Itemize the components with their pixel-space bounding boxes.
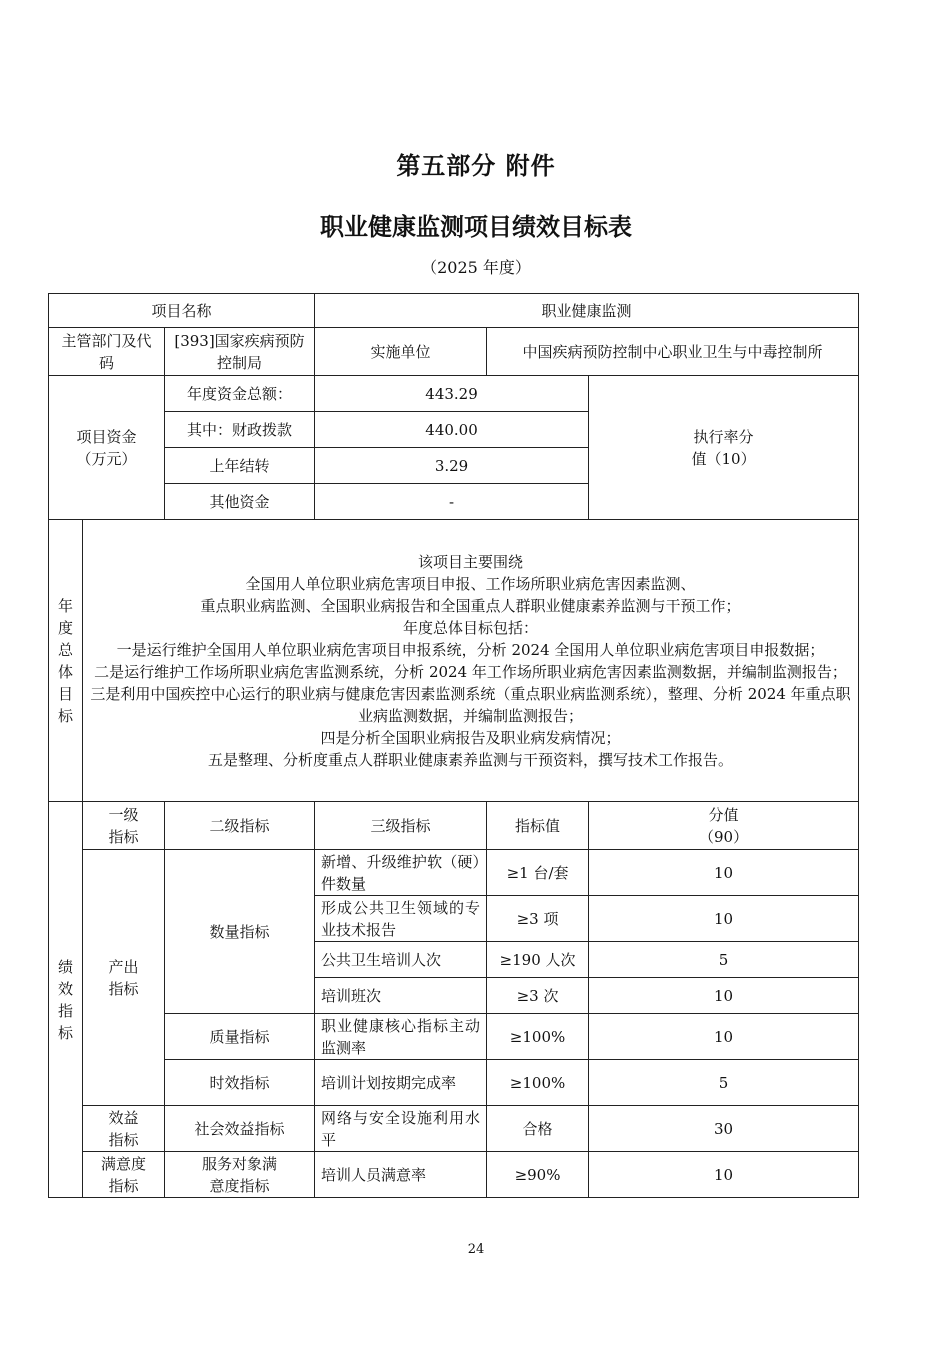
- fund-row-label: 年度资金总额：: [165, 376, 315, 412]
- indicator-score: 10: [589, 1014, 859, 1060]
- year-label: （2025 年度）: [421, 258, 531, 277]
- output-indicator-label: 产出指标: [83, 850, 165, 1106]
- indicator-score: 5: [589, 1060, 859, 1106]
- goal-line: 年度总体目标包括：: [403, 618, 539, 637]
- header-level1: 一级指标: [83, 802, 165, 850]
- indicator-score: 30: [589, 1106, 859, 1152]
- indicator-name: 培训人员满意率: [315, 1152, 487, 1198]
- indicator-name: 新增、升级维护软（硬）件数量: [315, 850, 487, 896]
- goal-line: 五是整理、分析度重点人群职业健康素养监测与干预资料，撰写技术工作报告。: [208, 750, 734, 769]
- unit-label: 实施单位: [315, 328, 487, 376]
- annual-goal-text: [83, 520, 859, 802]
- table-row: [49, 520, 859, 802]
- quantity-indicator-label: 数量指标: [165, 850, 315, 1014]
- header-level3: 三级指标: [315, 802, 487, 850]
- fund-row-label: 其他资金: [165, 484, 315, 520]
- table-row: [49, 376, 859, 412]
- indicator-name: 培训计划按期完成率: [315, 1060, 487, 1106]
- table-row: [49, 1060, 859, 1106]
- indicator-name: 网络与安全设施利用水平: [315, 1106, 487, 1152]
- fund-row-value: 3.29: [315, 448, 589, 484]
- indicator-value: ≥100%: [487, 1060, 589, 1106]
- timeliness-indicator-label: 时效指标: [165, 1060, 315, 1106]
- unit-value: 中国疾病预防控制中心职业卫生与中毒控制所: [487, 328, 859, 376]
- satisfaction-indicator-label: 满意度指标: [83, 1152, 165, 1198]
- indicator-name: 形成公共卫生领域的专业技术报告: [315, 896, 487, 942]
- indicator-score: 10: [589, 978, 859, 1014]
- page-number: 24: [467, 1242, 485, 1257]
- performance-target-table: [48, 293, 859, 1198]
- part-title: 第五部分 附件: [396, 152, 556, 180]
- goal-line: 全国用人单位职业病危害项目申报、工作场所职业病危害因素监测、: [245, 574, 696, 593]
- indicator-value: ≥190 人次: [487, 942, 589, 978]
- indicator-name: 公共卫生培训人次: [315, 942, 487, 978]
- indicator-score: 10: [589, 1152, 859, 1198]
- indicator-name: 培训班次: [315, 978, 487, 1014]
- dept-value: [393]国家疾病预防控制局: [165, 328, 315, 376]
- table-row: [49, 294, 859, 328]
- quality-indicator-label: 质量指标: [165, 1014, 315, 1060]
- indicator-score: 5: [589, 942, 859, 978]
- indicator-value: ≥90%: [487, 1152, 589, 1198]
- benefit-indicator-label: 效益指标: [83, 1106, 165, 1152]
- header-value: 指标值: [487, 802, 589, 850]
- header-score: 分值（90）: [589, 802, 859, 850]
- fund-row-value: 440.00: [315, 412, 589, 448]
- table-row: [49, 1106, 859, 1152]
- header-level2: 二级指标: [165, 802, 315, 850]
- fund-row-value: -: [315, 484, 589, 520]
- performance-indicators-label: 绩效指标: [49, 802, 83, 1198]
- indicator-value: ≥3 次: [487, 978, 589, 1014]
- goal-line: 该项目主要围绕: [418, 552, 524, 571]
- indicator-name: 职业健康核心指标主动监测率: [315, 1014, 487, 1060]
- indicator-value: ≥3 项: [487, 896, 589, 942]
- funds-label: 项目资金（万元）: [49, 376, 165, 520]
- execution-rate-cell: 执行率分值（10）: [589, 376, 859, 520]
- table-row: [49, 1152, 859, 1198]
- goal-line: 重点职业病监测、全国职业病报告和全国重点人群职业健康素养监测与干预工作；: [200, 596, 741, 615]
- dept-label: 主管部门及代码: [49, 328, 165, 376]
- project-name-label: 项目名称: [49, 294, 315, 328]
- goal-line: 一是运行维护全国用人单位职业病危害项目申报系统，分析 2024 全国用人单位职业病危害项目申报数据；: [116, 640, 825, 659]
- fund-row-label: 上年结转: [165, 448, 315, 484]
- table-row: [49, 328, 859, 376]
- document-title: 职业健康监测项目绩效目标表: [320, 213, 632, 241]
- table-row: [49, 1014, 859, 1060]
- indicator-value: ≥100%: [487, 1014, 589, 1060]
- indicator-value: ≥1 台/套: [487, 850, 589, 896]
- annual-goal-label: 年度总体目标: [49, 520, 83, 802]
- fund-row-label: 其中：财政拨款: [165, 412, 315, 448]
- fund-row-value: 443.29: [315, 376, 589, 412]
- social-benefit-label: 社会效益指标: [165, 1106, 315, 1152]
- indicator-score: 10: [589, 850, 859, 896]
- goal-line: 二是运行维护工作场所职业病危害监测系统，分析 2024 年工作场所职业病危害因素监测数据，并编制监测报告；: [94, 662, 847, 681]
- indicator-score: 10: [589, 896, 859, 942]
- goal-line: 四是分析全国职业病报告及职业病发病情况；: [320, 728, 621, 747]
- project-name-value: 职业健康监测: [315, 294, 859, 328]
- goal-line: 三是利用中国疾控中心运行的职业病与健康危害因素监测系统（重点职业病监测系统），整理、分析 2024 年重点职业病监测数据，并编制监测报告；: [90, 684, 851, 725]
- table-row: [49, 802, 859, 850]
- service-satisfaction-label: 服务对象满意度指标: [165, 1152, 315, 1198]
- table-row: [49, 850, 859, 896]
- indicator-value: 合格: [487, 1106, 589, 1152]
